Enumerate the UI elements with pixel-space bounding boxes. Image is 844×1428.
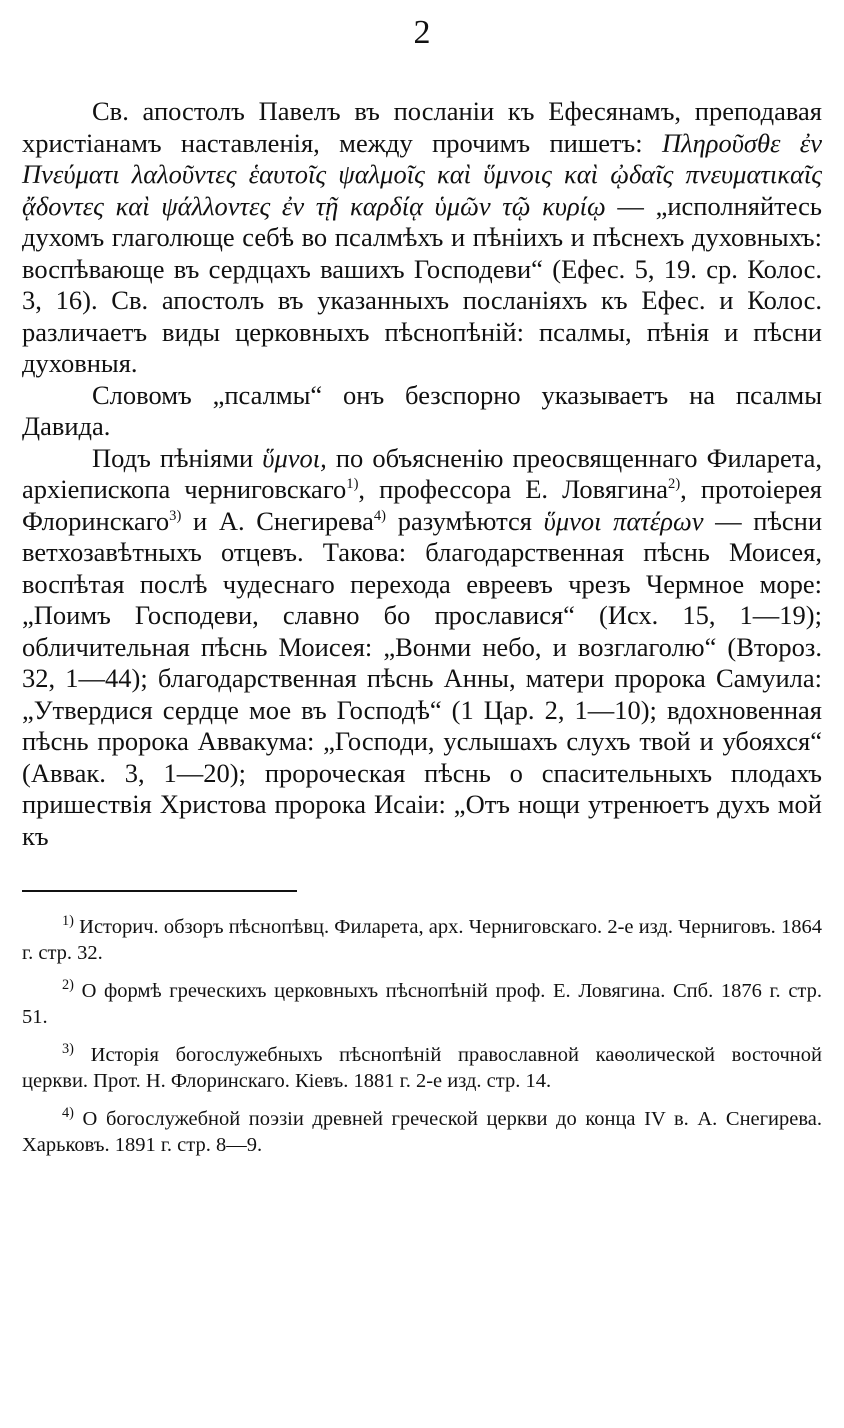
footnote-mark: 3) bbox=[62, 1041, 74, 1058]
greek-word: ὕμνοι, bbox=[262, 442, 327, 473]
paragraph-2 bbox=[22, 380, 822, 443]
text-run: — „исполняйтесь духомъ глаголюще себѣ во псалмѣхъ и пѣніихъ и пѣснехъ духовныхъ: воспѣвающе въ сердцахъ вашихъ Господеви“ (Ефес. 5, 19. ср. Колос. 3, 16). Св. апостолъ въ указанныхъ посланіяхъ къ Ефес. и Колос. различаетъ виды церковныхъ пѣснопѣній: псалмы, пѣнія и пѣсни духовныя. bbox=[22, 190, 822, 378]
footnote-text: Историч. обзоръ пѣснопѣвц. Филарета, арх. Черниговскаго. 2-е изд. Черниговъ. 1864 г. стр. 32. bbox=[22, 916, 822, 964]
greek-quote: Πληρoῦσθε ἐν Πνεύματι λαλοῦντες ἑαυτοῖς ψαλμοῖς καὶ ὕμνοις καὶ ᾠδαῖς πνευματικαῖς ᾄδοντες καὶ ψάλλοντες ἐν τῇ καρδίᾳ ὑμῶν τῷ κυρίῳ bbox=[22, 127, 822, 221]
main-text bbox=[22, 96, 822, 852]
footnote-ref-1: 1) bbox=[346, 476, 359, 493]
paragraph-1 bbox=[22, 96, 822, 380]
text-run: — пѣсни ветхозавѣтныхъ отцевъ. Такова: благодарственная пѣснь Моисея, воспѣтая послѣ чудеснаго перехода евреевъ чрезъ Чермное море: „Поимъ Господеви, славно бо прославися“ (Исх. 15, 1—19); обличительная пѣснь Моисея: „Вонми небо, и возглаголю“ (Второз. 32, 1—44); благодарственная пѣснь Анны, матери пророка Самуила: „Утвердися сердце мое въ Господѣ“ (1 Цар. 2, 1—10); вдохновенная пѣснь пророка Аввакума: „Господи, услышахъ слухъ твой и убояхся“ (Аввак. 3, 1—20); пророческая пѣснь о спасительныхъ плодахъ пришествія Христова пророка Исаіи: „Отъ нощи утренюетъ духъ мой къ bbox=[22, 505, 823, 851]
footnote-mark: 4) bbox=[62, 1105, 74, 1122]
text-run: Словомъ „псалмы“ онъ безспорно указываетъ на псалмы Давида. bbox=[22, 379, 822, 441]
footnote-3 bbox=[22, 1042, 822, 1094]
footnote-divider bbox=[22, 890, 297, 892]
footnote-text: О формѣ греческихъ церковныхъ пѣснопѣній проф. Е. Ловягина. Спб. 1876 г. стр. 51. bbox=[22, 980, 822, 1028]
footnote-text: О богослужебной поэзіи древней греческой церкви до конца IV в. А. Снегирева. Харьковъ. 1891 г. стр. 8—9. bbox=[22, 1108, 822, 1156]
footnote-ref-4: 4) bbox=[373, 507, 387, 524]
footnote-2 bbox=[22, 978, 822, 1030]
paragraph-3 bbox=[22, 443, 822, 853]
footnote-1 bbox=[22, 914, 822, 966]
footnote-text: Исторія богослужебныхъ пѣснопѣній православной каѳолической восточной церкви. Прот. Н. Флоринскаго. Кіевъ. 1881 г. 2-е изд. стр. 14. bbox=[22, 1044, 822, 1092]
text-run: Подъ пѣніями bbox=[92, 442, 254, 473]
footnote-4 bbox=[22, 1106, 822, 1158]
text-run: Св. апостолъ Павелъ въ посланіи къ Ефесянамъ, преподавая христіанамъ наставленія, между прочимъ пишетъ: bbox=[22, 96, 822, 158]
footnote-mark: 2) bbox=[62, 977, 74, 994]
footnotes bbox=[22, 914, 822, 1158]
footnote-ref-2: 2) bbox=[668, 476, 681, 493]
text-run: по объясненію преосвященнаго Филарета, архіепископа черниговскаго bbox=[22, 442, 822, 504]
greek-phrase: ὕμνοι πατέρων bbox=[543, 505, 704, 536]
text-run: и А. Снегирева bbox=[192, 505, 374, 536]
text-run: разумѣются bbox=[397, 505, 532, 536]
text-run: , протоіерея Флоринскаго bbox=[22, 474, 822, 536]
footnote-ref-3: 3) bbox=[169, 507, 182, 524]
page-number: 2 bbox=[413, 14, 431, 51]
text-run: , профессора Е. Ловягина bbox=[358, 474, 669, 504]
footnote-mark: 1) bbox=[62, 913, 74, 930]
